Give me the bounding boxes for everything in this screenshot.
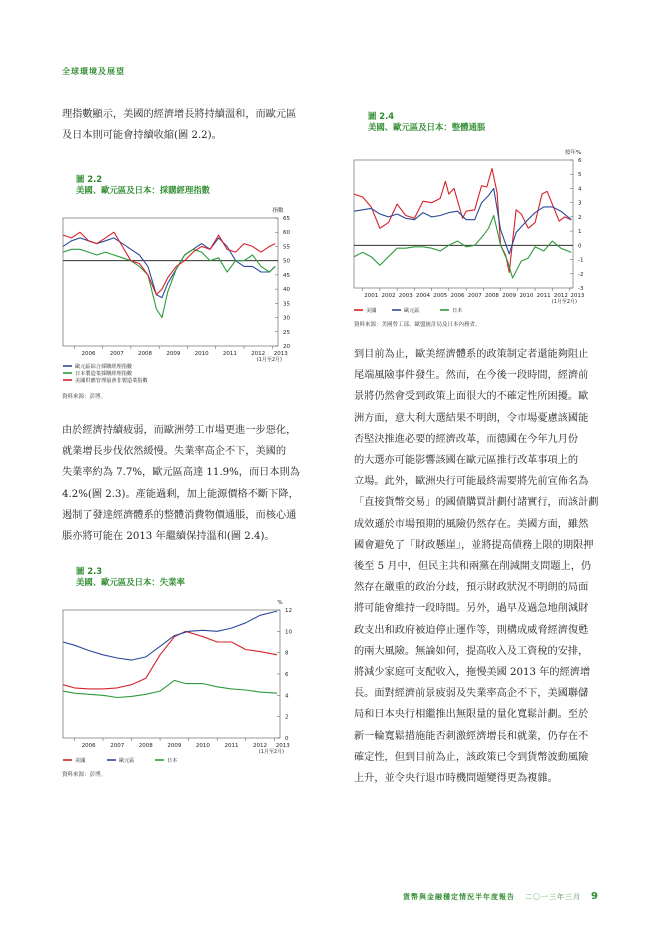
x-tick-label: 2008 — [484, 293, 499, 299]
y-tick-label: -3 — [578, 286, 584, 292]
x-tick-label: 2006 — [81, 351, 96, 357]
legend-label: 歐元區綜合採購經理指數 — [75, 364, 133, 370]
y-tick-label: 2 — [578, 214, 582, 221]
paragraph-line: 及日本則可能會持續收縮(圖 2.2)。 — [62, 130, 222, 142]
paragraph-line: 將可能會維持一段時間。另外，過早及過急地削減財 — [354, 603, 589, 615]
y-tick-label: 65 — [283, 216, 290, 222]
y-tick-label: 3 — [578, 200, 582, 207]
legend-label: 美國 — [75, 758, 86, 764]
y-tick-label: 12 — [285, 608, 292, 614]
paragraph-line: 政支出和政府被迫停止運作等，則構成威脅經濟復甦 — [354, 624, 589, 636]
x-tick-label: 2011 — [224, 743, 239, 749]
plot-frame — [63, 218, 278, 346]
x-tick-label: 2008 — [138, 351, 153, 357]
x-tick-label: 2003 — [398, 293, 413, 299]
body-paragraph-2 — [62, 420, 306, 547]
x-tick-label: 2012 — [253, 743, 268, 749]
legend-label: 日本 — [452, 308, 463, 314]
paragraph-line: 洲方面，意大利大選結果不明朗，令市場憂慮該國能 — [354, 412, 589, 424]
y-tick-label: 10 — [285, 629, 292, 636]
y-tick-label: -1 — [578, 257, 584, 264]
x-tick-label: 2009 — [167, 743, 182, 749]
x-tick-label: 2005 — [433, 293, 448, 299]
paragraph-line: 將減少家庭可支配收入，拖慢美國 2013 年的經濟增 — [354, 667, 591, 679]
y-tick-label: 0 — [285, 736, 289, 742]
x-tick-label: 2004 — [415, 293, 430, 299]
paragraph-line: 後至 5 月中，但民主共和兩黨在削減開支問題上，仍 — [354, 561, 592, 573]
y-tick-label: 35 — [283, 301, 290, 308]
figure-2-3-number: 圖 2.3 — [76, 566, 103, 576]
x-tick-label-end: 2013 — [275, 743, 290, 749]
figure-2-3-title-block — [76, 566, 185, 588]
legend-label: 美國 — [366, 308, 377, 314]
series-line — [63, 232, 275, 295]
paragraph-line: 國會避免了「財政懸崖」，並將提高債務上限的期限押 — [354, 539, 594, 551]
figure-2-2-number: 圖 2.2 — [76, 174, 103, 184]
paragraph-line: 長。面對經濟前景疲弱及失業率高企不下，美國聯儲 — [354, 688, 589, 700]
figure-2-4-number: 圖 2.4 — [368, 111, 395, 121]
paragraph-line: 上升，並令央行退市時機問題變得更為複雜。 — [354, 773, 558, 785]
x-tick-label: 2001 — [364, 293, 379, 299]
y-tick-label: 40 — [283, 287, 290, 294]
paragraph-line: 局和日本央行相繼推出無限量的量化寬鬆計劃。至於 — [354, 709, 589, 721]
figure-2-3-source: 資料來源：彭博。 — [62, 772, 107, 778]
x-end-note: (1月至2月) — [551, 299, 577, 305]
y-axis-label: % — [277, 600, 283, 606]
x-tick-label: 2006 — [450, 293, 465, 299]
y-tick-label: 2 — [285, 714, 289, 721]
paragraph-line: 就業增長步伐依然緩慢。失業率高企不下，美國的 — [62, 446, 287, 458]
series-line — [354, 169, 571, 273]
legend-label: 歐元區 — [404, 308, 420, 314]
paragraph-line: 到目前為止，歐美經濟體系的政策制定者還能夠阻止 — [354, 349, 589, 360]
x-tick-label-end: 2013 — [570, 293, 585, 299]
y-tick-label: 4 — [285, 693, 289, 700]
x-tick-label: 2006 — [81, 743, 96, 749]
x-tick-label: 2008 — [138, 743, 153, 749]
x-tick-label: 2010 — [194, 351, 209, 357]
figure-2-4-source: 資料來源：美國勞工部、歐盟統計局及日本內務省。 — [354, 322, 481, 328]
paragraph-line: 新一輪寬鬆措施能否刺激經濟增長和就業，仍存在不 — [354, 730, 589, 742]
y-tick-label: 60 — [283, 230, 290, 237]
figure-2-2-source: 資料來源：彭博。 — [62, 394, 107, 400]
y-tick-label: 8 — [285, 650, 289, 657]
y-tick-label: 30 — [283, 315, 290, 322]
paragraph-line: 否堅決推進必要的經濟改革，而德國在今年九月份 — [354, 433, 579, 445]
x-tick-label: 2009 — [166, 351, 181, 357]
legend-label: 日本 — [167, 758, 178, 764]
x-end-note: (1月至2月) — [256, 357, 282, 363]
footer-report-title: 貨幣與金融穩定情況半年度報告 — [403, 893, 516, 901]
x-tick-label-end: 2013 — [273, 351, 288, 357]
series-line — [63, 249, 275, 317]
figure-2-4-title: 美國、歐元區及日本：整體通脹 — [368, 122, 486, 132]
x-tick-label: 2011 — [536, 293, 551, 299]
y-tick-label: 0 — [578, 243, 582, 250]
legend-label: 日本製造業採購經理指數 — [75, 371, 133, 377]
x-tick-label: 2012 — [553, 293, 568, 299]
figure-2-2-title: 美國、歐元區及日本：採購經理指數 — [76, 185, 210, 195]
x-tick-label: 2012 — [251, 351, 266, 357]
figure-2-2-title-block — [76, 174, 210, 196]
y-tick-label: 6 — [285, 672, 289, 678]
paragraph-line: 失業率約為 7.7%，歐元區高達 11.9%，而日本則為 — [62, 467, 300, 479]
paragraph-line: 「直接貨幣交易」的國債購買計劃付諸實行，而該計劃 — [354, 497, 599, 509]
body-paragraph-1 — [62, 104, 306, 146]
y-tick-label: 6 — [578, 158, 582, 164]
plot-frame — [63, 610, 280, 738]
x-tick-label: 2007 — [110, 743, 125, 749]
y-tick-label: 45 — [283, 272, 290, 279]
figure-2-4-chart — [350, 142, 604, 318]
paragraph-line: 成效遜於市場預期的風險仍然存在。美國方面，雖然 — [354, 518, 589, 530]
body-paragraph-3 — [354, 344, 599, 789]
legend-label: 美國供應管理協會非製造業指數 — [75, 378, 148, 384]
paragraph-line: 理指數顯示，美國的經濟增長將持續溫和，而歐元區 — [62, 109, 297, 120]
series-line — [354, 216, 571, 279]
series-line — [63, 631, 277, 689]
footer-date: 二〇一三年三月 — [525, 893, 582, 901]
paragraph-line: 尾端風險事件發生。然而，在今後一段時間，經濟前 — [354, 370, 589, 382]
paragraph-line: 脹亦將可能在 2013 年繼續保持溫和(圖 2.4)。 — [62, 531, 275, 543]
y-tick-label: 25 — [283, 329, 290, 336]
paragraph-line: 然存在嚴重的政治分歧，預示財政狀況不明朗的局面 — [354, 582, 589, 594]
x-tick-label: 2007 — [467, 293, 482, 299]
figure-2-3-title: 美國、歐元區及日本：失業率 — [76, 577, 185, 587]
y-tick-label: 4 — [578, 186, 582, 193]
legend-label: 歐元區 — [119, 758, 135, 764]
figure-2-4-title-block — [368, 111, 485, 133]
x-tick-label: 2011 — [222, 351, 237, 357]
paragraph-line: 立場。此外，歐洲央行可能最終需要將先前宣佈名為 — [354, 476, 589, 488]
figure-2-3-chart — [58, 596, 308, 768]
series-line — [63, 611, 277, 660]
x-tick-label: 2002 — [381, 293, 396, 299]
x-end-note: (1月至2月) — [258, 749, 284, 755]
paragraph-line: 遏制了發達經濟體系的整體消費物價通脹，而核心通 — [62, 509, 297, 521]
page-footer — [403, 891, 598, 902]
y-tick-label: -2 — [578, 271, 584, 278]
paragraph-line: 4.2%(圖 2.3)。產能過剩，加上能源價格不斷下降， — [62, 488, 299, 500]
section-header: 全球環境及展望 — [62, 67, 125, 76]
y-axis-label: 按年% — [564, 150, 582, 156]
figure-2-2-chart — [58, 200, 308, 390]
paragraph-line: 確定性，但到目前為止，該政策已令到貨幣波動風險 — [354, 751, 589, 763]
x-tick-label: 2009 — [502, 293, 517, 299]
paragraph-line: 的兩大風險。無論如何，提高收入及工資稅的安排， — [354, 645, 589, 657]
y-tick-label: 1 — [578, 229, 582, 236]
page-number: 9 — [591, 891, 598, 902]
y-tick-label: 5 — [578, 172, 582, 179]
x-tick-label: 2007 — [109, 351, 124, 357]
paragraph-line: 景將仍然會受到政策上面很大的不確定性所困擾。歐 — [354, 391, 589, 403]
y-tick-label: 55 — [283, 244, 290, 251]
paragraph-line: 的大選亦可能影響該國在歐元區推行改革事項上的 — [354, 455, 579, 467]
x-tick-label: 2010 — [195, 743, 210, 749]
paragraph-line: 由於經濟持續疲弱，而歐洲勞工市場更進一步惡化， — [62, 425, 297, 436]
y-tick-label: 50 — [283, 258, 290, 265]
x-tick-label: 2010 — [519, 293, 534, 299]
y-axis-label: 指數 — [272, 208, 284, 214]
y-tick-label: 20 — [283, 344, 290, 350]
